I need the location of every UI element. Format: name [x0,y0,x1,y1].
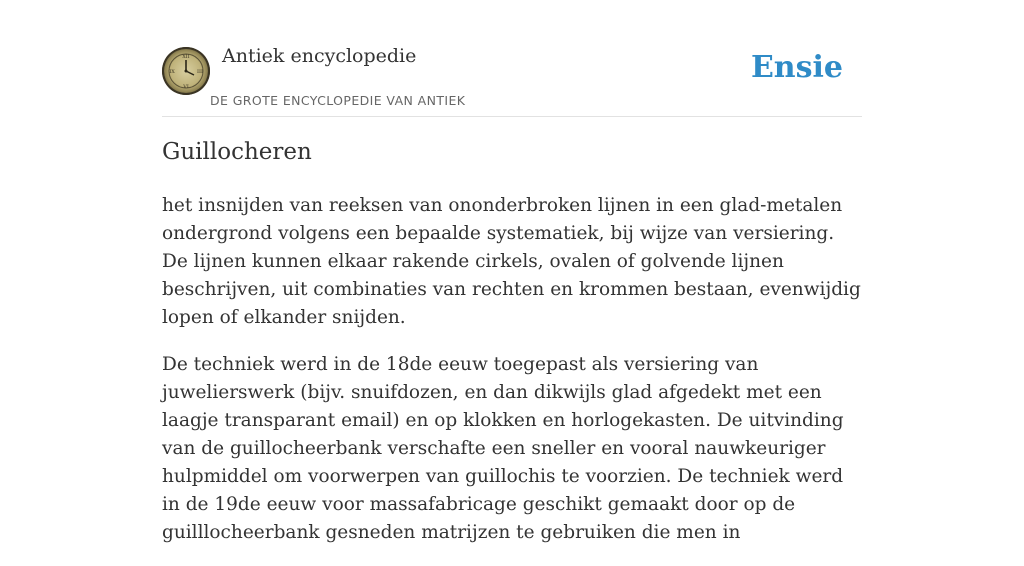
antique-clock-icon[interactable] [162,47,210,95]
entry-paragraph: het insnijden van reeksen van ononderbroken lijnen in een glad-metalen ondergrond volgens een bepaalde systematiek, bij wijze van versiering. De lijnen kunnen elkaar rakende cirkels, ovalen of golvende lijnen beschrijven, uit combinaties van rechten en krommen bestaan, evenwijdig lopen of elkander snijden. [162,195,861,328]
site-header [162,0,862,117]
page [162,0,862,543]
ensie-logo[interactable]: Ensie [750,50,843,85]
svg-text:XII: XII [182,54,190,60]
svg-text:IX: IX [169,69,175,75]
entry-body [162,192,862,566]
svg-text:III: III [197,69,203,75]
site-title[interactable]: Antiek encyclopedie [222,45,417,67]
entry-title: Guillocheren [162,139,312,165]
entry-paragraph: De techniek werd in de 18de eeuw toegepast als versiering van juwelierswerk (bijv. snuifdozen, en dan dikwijls glad afgedekt met een laagje transparant email) en op klokken en horlogekasten. De uitvinding van de guillocheerbank verschafte een sneller en vooral nauwkeuriger hulpmiddel om voorwerpen van guillochis te voorzien. De techniek werd in de 19de eeuw voor massafabricage geschikt gemaakt door op de guilllocheerbank gesneden matrijzen te gebruiken die men in [162,354,844,543]
svg-text:VI: VI [183,84,189,90]
site-subtitle: DE GROTE ENCYCLOPEDIE VAN ANTIEK [210,93,466,108]
